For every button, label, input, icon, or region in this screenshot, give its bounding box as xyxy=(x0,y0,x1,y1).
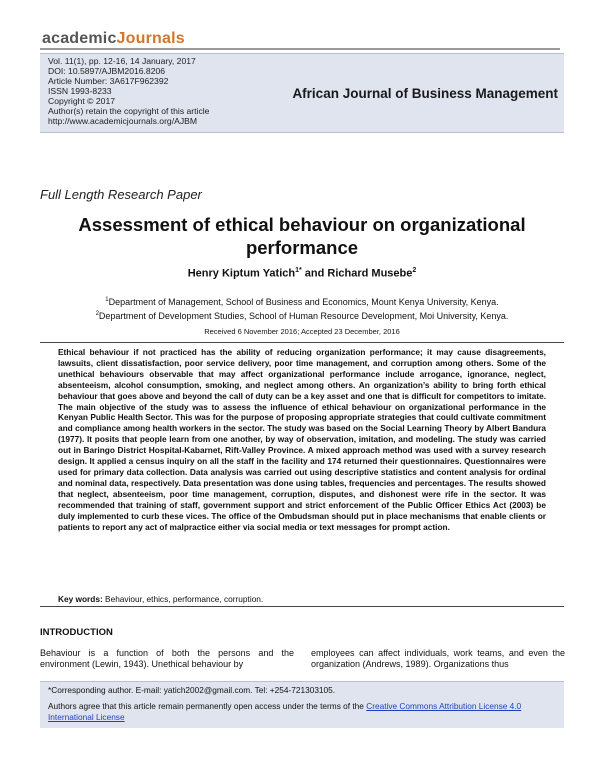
abstract-text: Ethical behaviour if not practiced has the ability of reducing organization performance; it may cause disagreements, lawsuits, client dissatisfaction, poor service delivery, poor time management, and corruption among others. Some of the unethical behaviours observable that may affect organizational performance include arrogance, ignorance, neglect, absenteeism, alcohol consumption, smoking, and neglect among others. An organization’s ability to bring forth ethical behaviour that goes above and beyond the call of duty can be a key asset and one that is difficult for competitors to imitate. The main objective of the study was to assess the influence of ethical behaviour on organizational performance in the Kenyan Public Health Sector. This was for the purpose of proposing appropriate strategies that could cultivate commitment and compliance among health workers in the sector. The study was based on the Social Learning Theory by Albert Bandura (1977). It posits that people learn from one another, by way of observation, imitation, and modeling. The study was carried out in Baringo District Hospital-Kabarnet, Rift-Valley Province. A mixed approach method was used with a survey research design. It applied a census inquiry on all the staff in the facility and 174 returned their questionnaires. Questionnaires were used for primary data collection. Data analysis was carried out using descriptive statistics and content analysis for ordinal and nominal data, respectively. Data presentation was done using tables, frequencies and percentages. The results showed that neglect, absenteeism, poor time management, corruption, disputes, and dishonest were rife in the sector. It was recommended that training of staff, government support and strict enforcement of the Public Officer Ethics Act (2003) be duly implemented to curb these vices. The office of the Ombudsman should put in place mechanisms that enable clients or patients to report any act of malpractice either via social media or text messages for prompt action. xyxy=(58,347,546,532)
affiliation-2 xyxy=(40,308,564,322)
license-text: Authors agree that this article remain permanently open access under the terms of the xyxy=(48,701,367,712)
affiliation-2-number: 2 xyxy=(95,311,99,317)
header-divider xyxy=(40,48,560,50)
affiliation-1-number: 1 xyxy=(105,297,109,303)
logo-text-academic: academic xyxy=(42,30,117,47)
body-column-left: Behaviour is a function of both the persons and the environment (Lewin, 1943). Unethical behaviour by xyxy=(40,648,294,670)
meta-url[interactable]: http://www.academicjournals.org/AJBM xyxy=(48,116,198,126)
author-1-marks: 1* xyxy=(295,267,302,274)
meta-article-number: Article Number: 3A617F962392 xyxy=(48,76,169,86)
body-column-right: employees can affect individuals, work teams, and even the organization (Andrews, 1989). Organizations thus xyxy=(311,648,565,670)
keywords-text: Behaviour, ethics, performance, corruption. xyxy=(102,594,264,604)
meta-volume: Vol. 11(1), pp. 12-16, 14 January, 2017 xyxy=(48,56,196,66)
logo-text-journals: Journals xyxy=(116,30,185,47)
received-dates: Received 6 November 2016; Accepted 23 December, 2016 xyxy=(204,327,400,336)
author-2: Richard Musebe xyxy=(327,267,413,280)
journal-logo xyxy=(42,30,185,48)
meta-issn: ISSN 1993-8233 xyxy=(48,86,112,96)
article-meta xyxy=(48,56,209,126)
author-1: Henry Kiptum Yatich xyxy=(187,267,296,280)
author-joiner: and xyxy=(301,267,328,280)
journal-name: African Journal of Business Management xyxy=(292,86,558,101)
footnote-box xyxy=(40,681,564,728)
affiliation-1 xyxy=(40,294,564,308)
abstract-box xyxy=(40,342,564,607)
license-link[interactable]: Creative Commons Attribution License 4.0 International License xyxy=(48,701,522,722)
affiliation-2-text: Department of Development Studies, School of Human Resource Development, Moi University, Kenya. xyxy=(98,311,509,321)
journal-info-box xyxy=(40,53,564,133)
author-2-marks: 2 xyxy=(412,267,417,274)
correspondence-note: *Corresponding author. E-mail: yatich2002@gmail.com. Tel: +254-721303105. xyxy=(48,685,336,695)
meta-rights: Author(s) retain the copyright of this article xyxy=(48,106,210,116)
keywords-label: Key words: xyxy=(58,594,103,604)
keywords xyxy=(58,594,263,604)
paper-title: Assessment of ethical behaviour on organizational performance xyxy=(78,214,526,258)
meta-doi: DOI: 10.5897/AJBM2016.8206 xyxy=(48,66,166,76)
affiliations xyxy=(40,294,564,322)
affiliation-1-text: Department of Management, School of Business and Economics, Mount Kenya University, Kenya. xyxy=(108,297,499,307)
section-heading-introduction: INTRODUCTION xyxy=(40,627,113,638)
author-line xyxy=(40,267,564,280)
license-note xyxy=(48,701,556,722)
meta-copyright: Copyright © 2017 xyxy=(48,96,116,106)
paper-type: Full Length Research Paper xyxy=(40,187,202,202)
